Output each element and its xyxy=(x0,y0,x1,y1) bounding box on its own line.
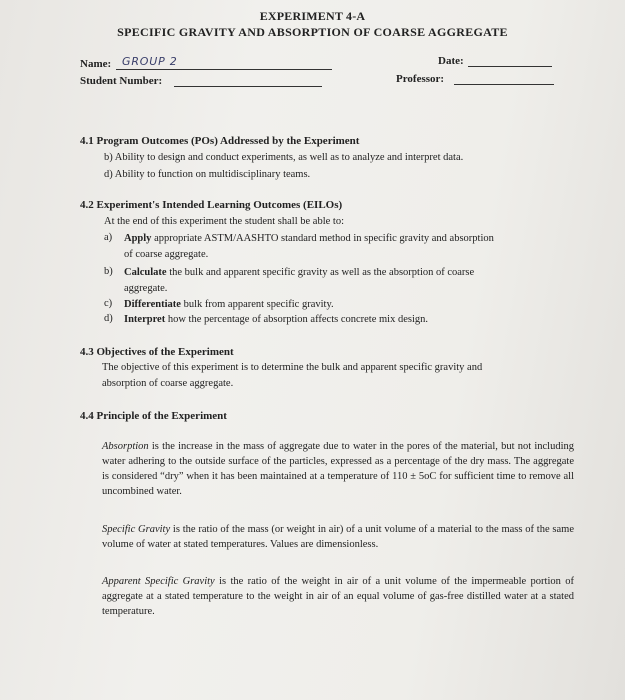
professor-line[interactable] xyxy=(454,84,554,85)
objective-line2: absorption of coarse aggregate. xyxy=(102,378,234,389)
eilo-b-marker: b) xyxy=(104,266,113,277)
student-number-label: Student Number: xyxy=(80,75,163,87)
eilo-c-line1: Differentiate bulk from apparent specific gravity. xyxy=(124,299,334,310)
section-4-3-heading: 4.3 Objectives of the Experiment xyxy=(80,346,234,358)
eilo-a-line2: of coarse aggregate. xyxy=(124,249,209,260)
section-4-4-heading: 4.4 Principle of the Experiment xyxy=(80,410,227,422)
name-label: Name: xyxy=(80,58,112,70)
experiment-title: SPECIFIC GRAVITY AND ABSORPTION OF COARSE AGGREGATE xyxy=(117,25,508,39)
date-label: Date: xyxy=(438,55,464,67)
objective-line1: The objective of this experiment is to determine the bulk and apparent specific gravity and xyxy=(102,362,483,373)
specific-gravity-paragraph: Specific Gravity is the ratio of the mass (or weight in air) of a unit volume of a material to the mass of the same volume of water at stated temperatures. Values are dimensionless. xyxy=(102,524,575,550)
name-line[interactable] xyxy=(116,69,332,70)
section-4-1-heading: 4.1 Program Outcomes (POs) Addressed by the Experiment xyxy=(80,135,360,147)
eilo-intro: At the end of this experiment the student shall be able to: xyxy=(104,216,344,227)
apparent-specific-gravity-paragraph: Apparent Specific Gravity is the ratio of the weight in air of a unit volume of the impermeable portion of aggregate at a stated temperature to the weight in air of an equal volume of gas-free distilled water at a stated temperature. xyxy=(102,576,574,617)
section-4-2-heading: 4.2 Experiment's Intended Learning Outcomes (EILOs) xyxy=(80,199,343,211)
experiment-number: EXPERIMENT 4-A xyxy=(259,9,366,23)
absorption-paragraph: Absorption is the increase in the mass of aggregate due to water in the pores of the material, but not including water adhering to the outside surface of the particles, expressed as a percentage of the dry mass. The aggregate is considered “dry” when it has been maintained at a temperature of 110 ± 5oC for sufficient time to remove all uncombined water. xyxy=(102,441,574,497)
name-handwritten-value: GROUP 2 xyxy=(122,55,178,68)
eilo-c-marker: c) xyxy=(104,298,113,309)
professor-label: Professor: xyxy=(396,73,445,85)
eilo-b-line2: aggregate. xyxy=(124,283,168,294)
eilo-d-line1: Interpret how the percentage of absorption affects concrete mix design. xyxy=(124,314,429,325)
po-item-d: d) Ability to function on multidisciplinary teams. xyxy=(104,169,311,180)
eilo-d-marker: d) xyxy=(104,313,113,324)
po-item-b: b) Ability to design and conduct experiments, as well as to analyze and interpret data. xyxy=(104,152,464,163)
student-number-line[interactable] xyxy=(174,86,322,87)
eilo-b-line1: Calculate the bulk and apparent specific gravity as well as the absorption of coarse xyxy=(124,267,475,278)
eilo-a-line1: Apply appropriate ASTM/AASHTO standard method in specific gravity and absorption xyxy=(124,233,494,244)
date-line[interactable] xyxy=(468,66,552,67)
eilo-a-marker: a) xyxy=(104,232,113,243)
